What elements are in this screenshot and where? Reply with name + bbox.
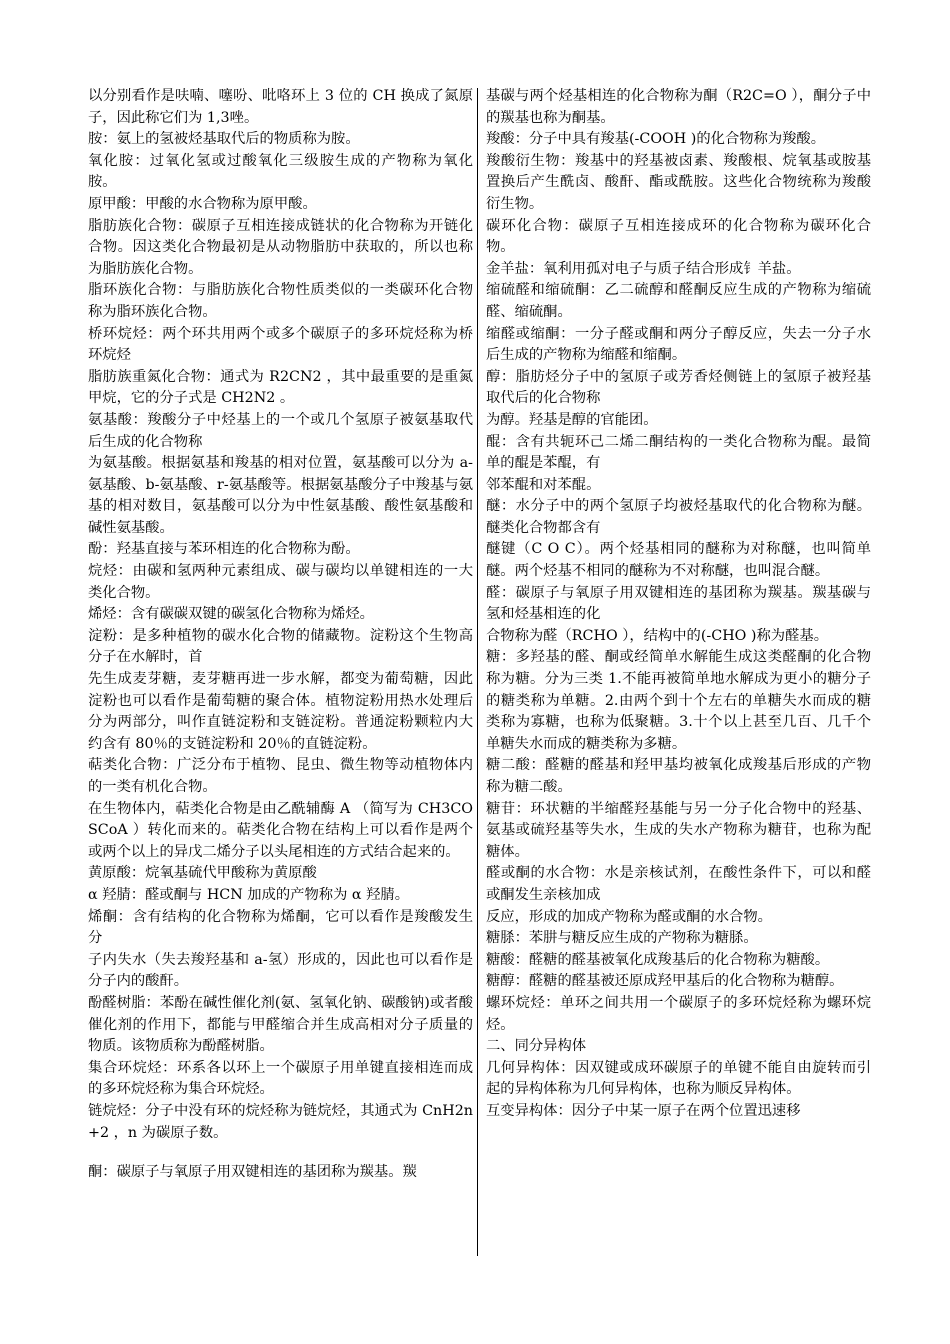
paragraph: 淀粉：是多种植物的碳水化合物的储藏物。淀粉这个生物高分子在水解时，首 bbox=[88, 627, 473, 666]
paragraph: 醚键（C O C）。两个烃基相同的醚称为对称醚，也叫简单醚。两个烃基不相同的醚称为不对称醚，也叫混合醚。 bbox=[486, 541, 871, 580]
paragraph: 酚醛树脂：苯酚在碱性催化剂(氨、氢氧化钠、碳酸钠)或者酸催化剂的作用下，都能与甲醛缩合并生成高相对分子质量的物质。该物质称为酚醛树脂。 bbox=[88, 994, 473, 1055]
paragraph: 几何异构体：因双键或成环碳原子的单键不能自由旋转而引起的异构体称为几何异构体，也称为顺反异构体。 bbox=[486, 1059, 871, 1098]
paragraph: 以分别看作是呋喃、噻吩、吡咯环上 3 位的 CH 换成了氮原子，因此称它们为 1,3唑。 bbox=[88, 88, 473, 126]
paragraph: 基碳与两个烃基相连的化合物称为酮（R2C=O ），酮分子中的羰基也称为酮基。 bbox=[486, 88, 871, 126]
paragraph: 在生物体内，萜类化合物是由乙酰辅酶 A （简写为 CH3COSCoA ）转化而来的。萜类化合物在结构上可以看作是两个或两个以上的异戊二烯分子以头尾相连的方式结合起来的。 bbox=[88, 800, 473, 860]
paragraph: 脂肪族化合物：碳原子互相连接成链状的化合物称为开链化合物。因这类化合物最初是从动物脂肪中获取的，所以也称为脂肪族化合物。 bbox=[88, 217, 473, 277]
column-divider bbox=[477, 88, 478, 1256]
document-page bbox=[88, 86, 871, 1256]
section-heading: 二、同分异构体 bbox=[486, 1038, 587, 1055]
paragraph: 原甲酸：甲酸的水合物称为原甲酸。 bbox=[88, 195, 317, 212]
paragraph: 反应，形成的加成产物称为醛或酮的水合物。 bbox=[486, 908, 772, 925]
paragraph: 醛：碳原子与氧原子用双键相连的基团称为羰基。羰基碳与氢和烃基相连的化 bbox=[486, 584, 871, 623]
paragraph: 烯酮：含有结构的化合物称为烯酮，它可以看作是羧酸发生分 bbox=[88, 908, 473, 947]
paragraph: 糖醇：醛糖的醛基被还原成羟甲基后的化合物称为糖醇。 bbox=[486, 973, 844, 990]
paragraph: 糖脎：苯肼与糖反应生成的产物称为糖脎。 bbox=[486, 930, 758, 947]
paragraph: 醛或酮的水合物：水是亲核试剂，在酸性条件下，可以和醛或酮发生亲核加成 bbox=[486, 865, 871, 903]
paragraph: 烯烃：含有碳碳双键的碳氢化合物称为烯烃。 bbox=[88, 606, 374, 623]
paragraph: 羧酸衍生物：羧基中的羟基被卤素、羧酸根、烷氧基或胺基置换后产生酰卤、酸酐、酯或酰胺。这些化合物统称为羧酸衍生物。 bbox=[486, 152, 871, 212]
paragraph: 脂环族化合物：与脂肪族化合物性质类似的一类碳环化合物称为脂环族化合物。 bbox=[88, 282, 473, 320]
paragraph: 合物称为醛（RCHO ），结构中的(-CHO )称为醛基。 bbox=[486, 627, 828, 644]
paragraph: 脂肪族重氮化合物：通式为 R2CN2 ，其中最重要的是重氮甲烷，它的分子式是 CH2N2 。 bbox=[88, 368, 473, 407]
paragraph: 缩醛或缩酮：一分子醛或酮和两分子醇反应，失去一分子水后生成的产物称为缩醛和缩酮。 bbox=[486, 325, 871, 364]
paragraph: 互变异构体：因分子中某一原子在两个位置迅速移 bbox=[486, 1102, 801, 1119]
paragraph: 螺环烷烃：单环之间共用一个碳原子的多环烷烃称为螺环烷烃。 bbox=[486, 994, 871, 1033]
paragraph: 黄原酸：烷氧基硫代甲酸称为黄原酸 bbox=[88, 865, 317, 882]
paragraph: 碳环化合物：碳原子互相连接成环的化合物称为碳环化合物。 bbox=[486, 217, 871, 256]
paragraph: 链烷烃：分子中没有环的烷烃称为链烷烃，其通式为 CnH2n+2 ，n 为碳原子数。 bbox=[88, 1102, 473, 1141]
paragraph: 糖酸：醛糖的醛基被氧化成羧基后的化合物称为糖酸。 bbox=[486, 951, 830, 968]
paragraph: 萜类化合物：广泛分布于植物、昆虫、微生物等动植物体内的一类有机化合物。 bbox=[88, 757, 473, 795]
paragraph: 为氨基酸。根据氨基和羧基的相对位置，氨基酸可以分为 a-氨基酸、b-氨基酸、r-氨基酸等。根据氨基酸分子中羧基与氨基的相对数目，氨基酸可以分为中性氨基酸、酸性氨基酸和碱性氨基酸。 bbox=[88, 455, 473, 536]
paragraph: 先生成麦芽糖，麦芽糖再进一步水解，都变为葡萄糖，因此淀粉也可以看作是葡萄糖的聚合体。植物淀粉用热水处理后分为两部分，叫作直链淀粉和支链淀粉。普通淀粉颗粒内大约含有 80％的支链淀粉和 20％的直链淀粉。 bbox=[88, 671, 473, 752]
paragraph: 为醇。羟基是醇的官能团。 bbox=[486, 411, 658, 428]
paragraph: 醚：水分子中的两个氢原子均被烃基取代的化合物称为醚。醚类化合物都含有 bbox=[486, 498, 871, 536]
paragraph: 邻苯醌和对苯醌。 bbox=[486, 476, 601, 493]
paragraph: 醇：脂肪烃分子中的氢原子或芳香烃侧链上的氢原子被羟基取代后的化合物称 bbox=[486, 368, 871, 407]
paragraph: 糖苷：环状糖的半缩醛羟基能与另一分子化合物中的羟基、氨基或硫羟基等失水，生成的失水产物称为糖苷，也称为配糖体。 bbox=[486, 800, 871, 860]
paragraph: α 羟腈：醛或酮与 HCN 加成的产物称为 α 羟腈。 bbox=[88, 886, 409, 903]
blank-line bbox=[88, 1144, 473, 1162]
paragraph: 羧酸：分子中具有羧基(-COOH )的化合物称为羧酸。 bbox=[486, 131, 826, 148]
paragraph: 金羊盐：氧利用孤对电子与质子结合形成钅羊盐。 bbox=[486, 260, 801, 277]
paragraph: 子内失水（失去羧羟基和 a-氢）形成的，因此也可以看作是分子内的酸酐。 bbox=[88, 951, 473, 990]
paragraph: 烷烃：由碳和氢两种元素组成、碳与碳均以单键相连的一大类化合物。 bbox=[88, 563, 473, 601]
paragraph: 氨基酸：羧酸分子中烃基上的一个或几个氢原子被氨基取代后生成的化合物称 bbox=[88, 411, 473, 450]
left-column bbox=[88, 86, 473, 1184]
paragraph: 酮：碳原子与氧原子用双键相连的基团称为羰基。羰 bbox=[88, 1164, 417, 1181]
right-column bbox=[486, 86, 871, 1123]
paragraph: 酚：羟基直接与苯环相连的化合物称为酚。 bbox=[88, 541, 360, 558]
paragraph: 胺：氨上的氢被烃基取代后的物质称为胺。 bbox=[88, 131, 360, 148]
paragraph: 醌：含有共轭环己二烯二酮结构的一类化合物称为醌。最简单的醌是苯醌，有 bbox=[486, 433, 871, 472]
paragraph: 缩硫醛和缩硫酮：乙二硫醇和醛酮反应生成的产物称为缩硫醛、缩硫酮。 bbox=[486, 282, 871, 320]
paragraph: 氧化胺：过氧化氢或过酸氧化三级胺生成的产物称为氧化胺。 bbox=[88, 152, 473, 191]
paragraph: 糖：多羟基的醛、酮或经简单水解能生成这类醛酮的化合物称为糖。分为三类 1.不能再被简单地水解成为更小的糖分子的糖类称为单糖。2.由两个到十个左右的单糖失水而成的糖类称为寡糖，也称为低聚糖。3.十个以上甚至几百、几千个单糖失水而成的糖类称为多糖。 bbox=[486, 649, 871, 752]
paragraph: 糖二酸：醛糖的醛基和羟甲基均被氧化成羧基后形成的产物称为糖二酸。 bbox=[486, 757, 871, 795]
paragraph: 集合环烷烃：环系各以环上一个碳原子用单键直接相连而成的多环烷烃称为集合环烷烃。 bbox=[88, 1059, 473, 1098]
paragraph: 桥环烷烃：两个环共用两个或多个碳原子的多环烷烃称为桥环烷烃 bbox=[88, 325, 473, 364]
